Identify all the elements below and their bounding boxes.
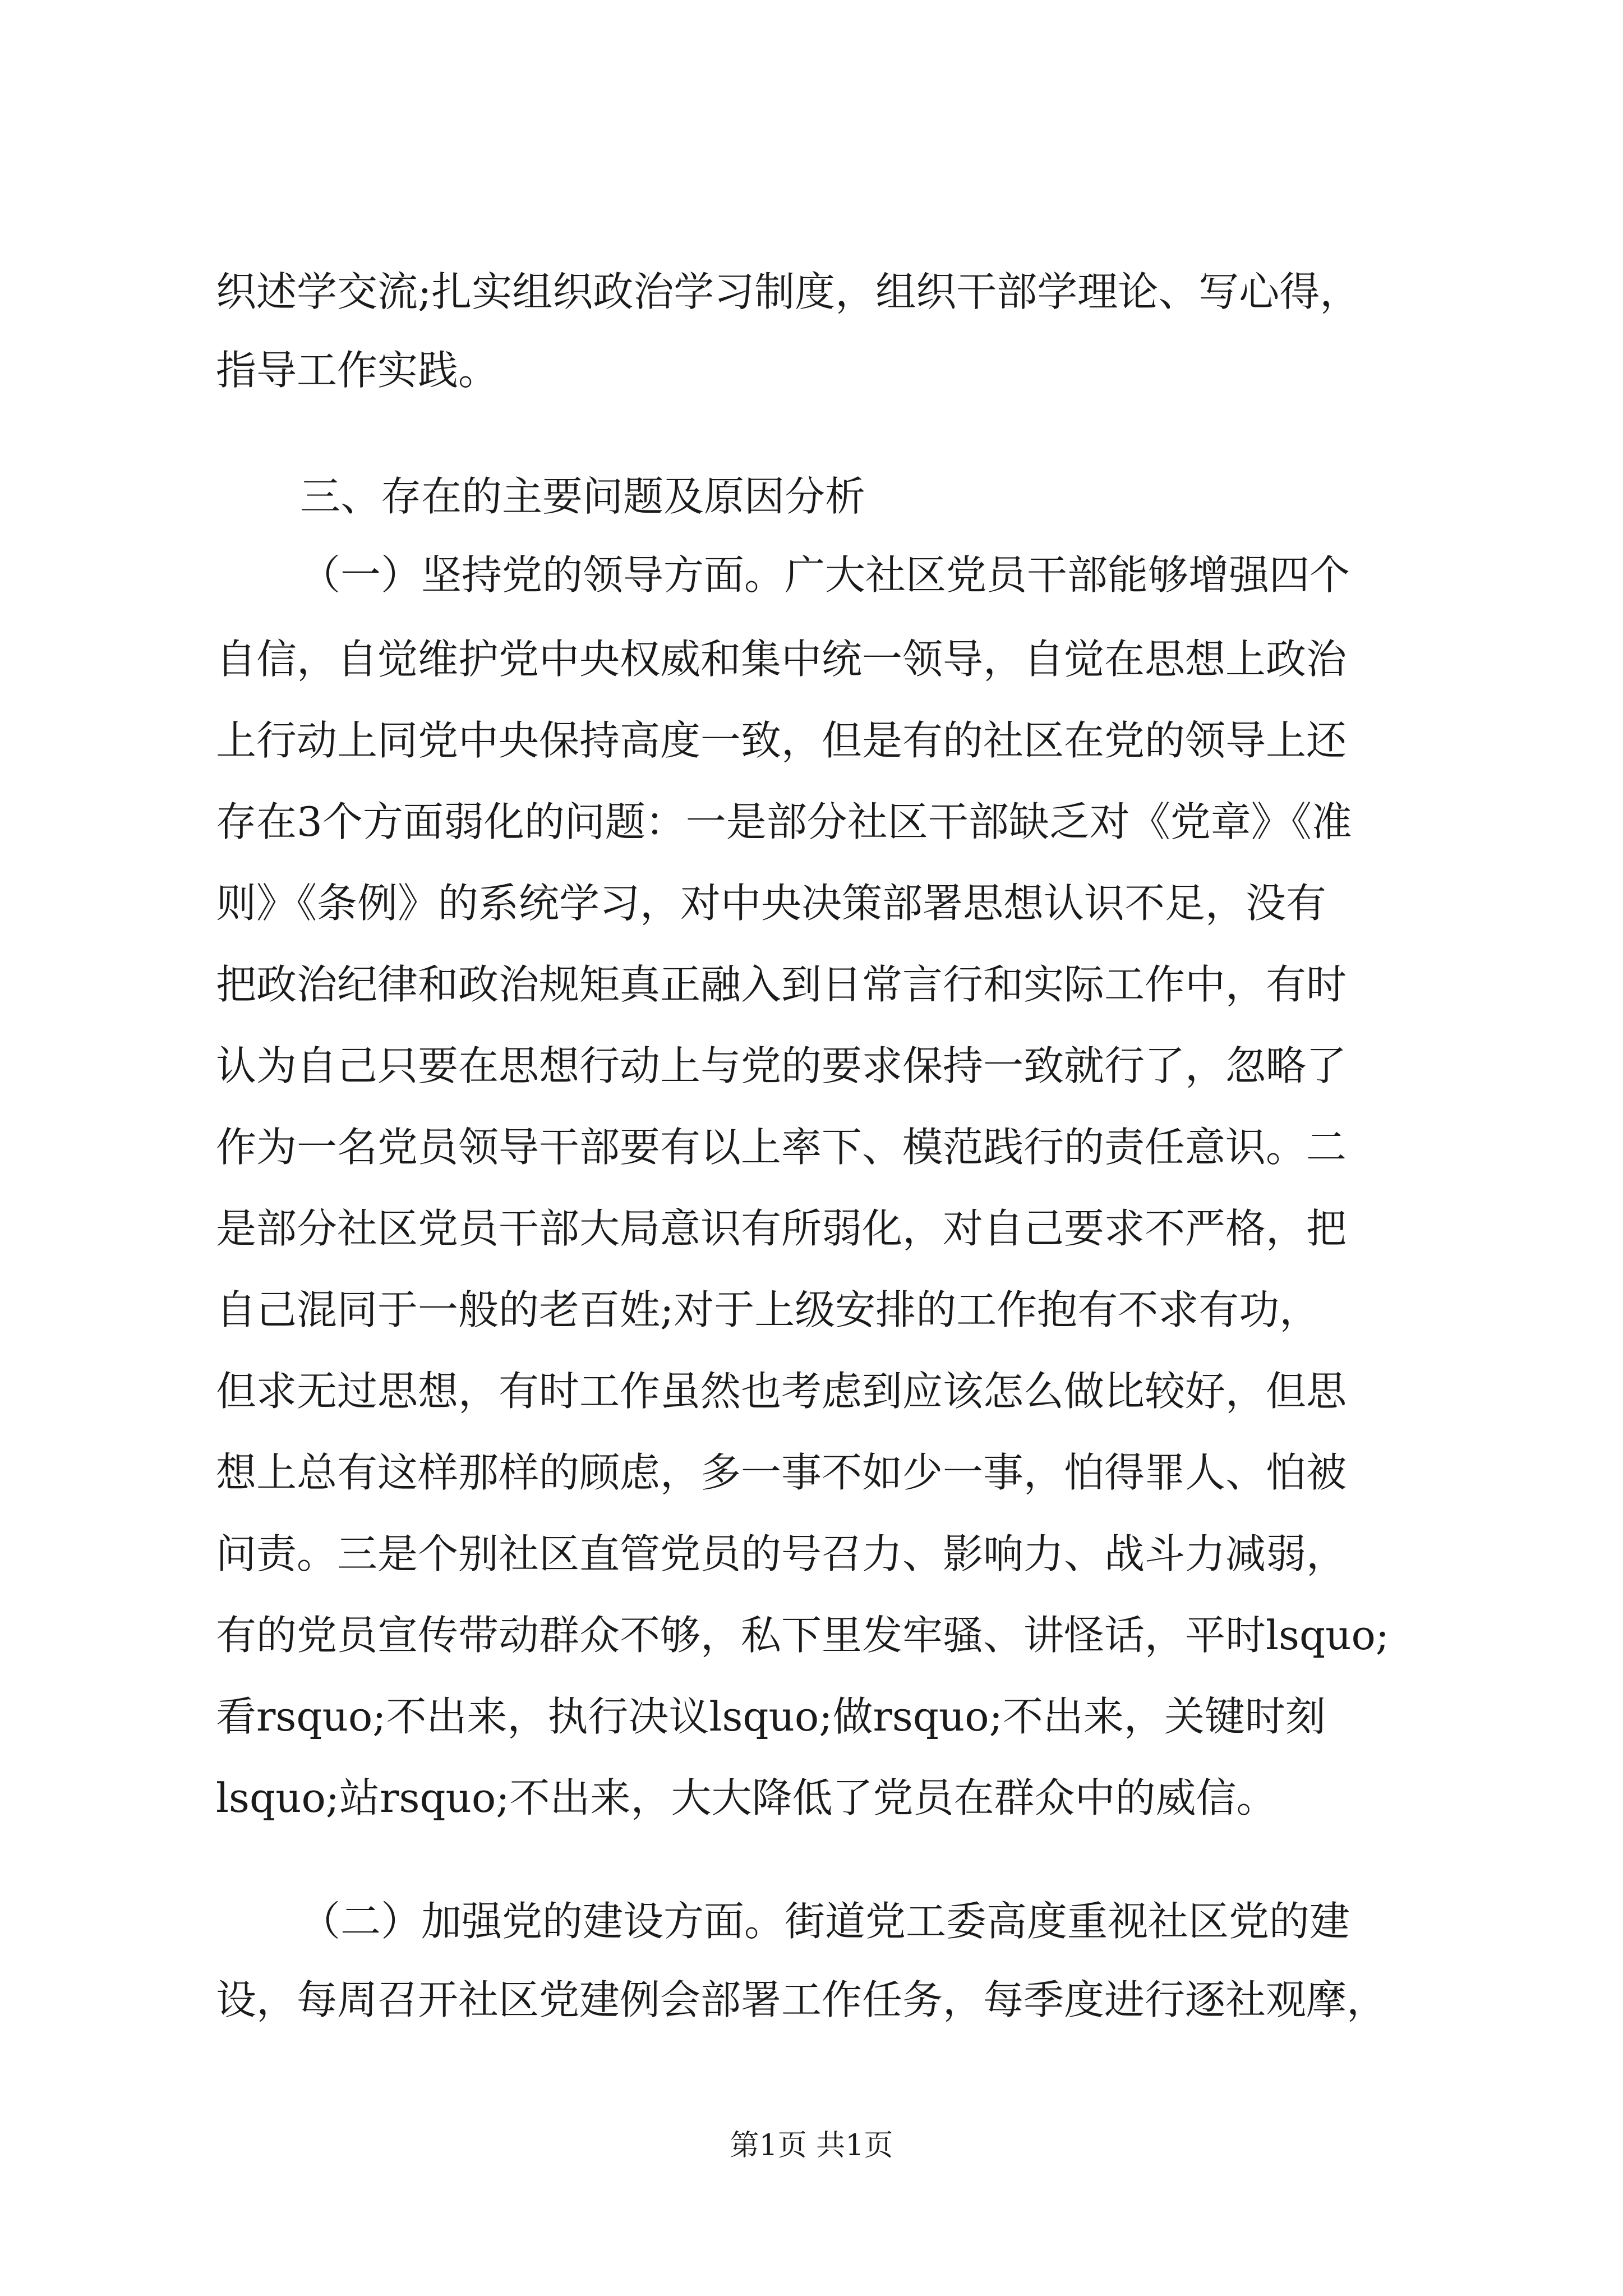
- page-number-footer: 第1页 共1页: [730, 2129, 893, 2162]
- text-line: 设，每周召开社区党建例会部署工作任务，每季度进行逐社观摩，: [216, 1976, 1387, 2023]
- text-line: lsquo;站rsquo;不出来，大大降低了党员在群众中的威信。: [216, 1774, 1277, 1821]
- text-line: 则》《条例》的系统学习，对中央决策部署思想认识不足，没有: [216, 880, 1327, 927]
- text-line: （二）加强党的建设方面。街道党工委高度重视社区党的建: [300, 1898, 1350, 1945]
- text-line: 但求无过思想，有时工作虽然也考虑到应该怎么做比较好，但思: [216, 1368, 1347, 1415]
- text-line: （一）坚持党的领导方面。广大社区党员干部能够增强四个: [300, 551, 1350, 599]
- text-line: 织述学交流;扎实组织政治学习制度，组织干部学理论、写心得，: [216, 268, 1361, 315]
- text-line: 是部分社区党员干部大局意识有所弱化，对自己要求不严格，把: [216, 1205, 1347, 1252]
- text-line: 存在3个方面弱化的问题：一是部分社区干部缺乏对《党章》《准: [216, 798, 1352, 845]
- text-line: 上行动上同党中央保持高度一致，但是有的社区在党的领导上还: [216, 717, 1347, 764]
- text-line: 自己混同于一般的老百姓;对于上级安排的工作抱有不求有功，: [216, 1286, 1320, 1333]
- text-line: 问责。三是个别社区直管党员的号召力、影响力、战斗力减弱，: [216, 1530, 1347, 1577]
- text-line: 把政治纪律和政治规矩真正融入到日常言行和实际工作中，有时: [216, 961, 1347, 1008]
- text-line: 指导工作实践。: [216, 347, 499, 394]
- section-heading: 三、存在的主要问题及原因分析: [300, 473, 866, 520]
- text-line: 想上总有这样那样的顾虑，多一事不如少一事，怕得罪人、怕被: [216, 1449, 1347, 1496]
- text-line: 认为自己只要在思想行动上与党的要求保持一致就行了，忽略了: [216, 1042, 1347, 1089]
- text-line: 自信，自觉维护党中央权威和集中统一领导，自觉在思想上政治: [216, 636, 1347, 683]
- text-line: 看rsquo;不出来，执行决议lsquo;做rsquo;不出来，关键时刻: [216, 1693, 1326, 1740]
- text-line: 有的党员宣传带动群众不够，私下里发牢骚、讲怪话，平时lsquo;: [216, 1612, 1390, 1659]
- text-line: 作为一名党员领导干部要有以上率下、模范践行的责任意识。二: [216, 1124, 1347, 1171]
